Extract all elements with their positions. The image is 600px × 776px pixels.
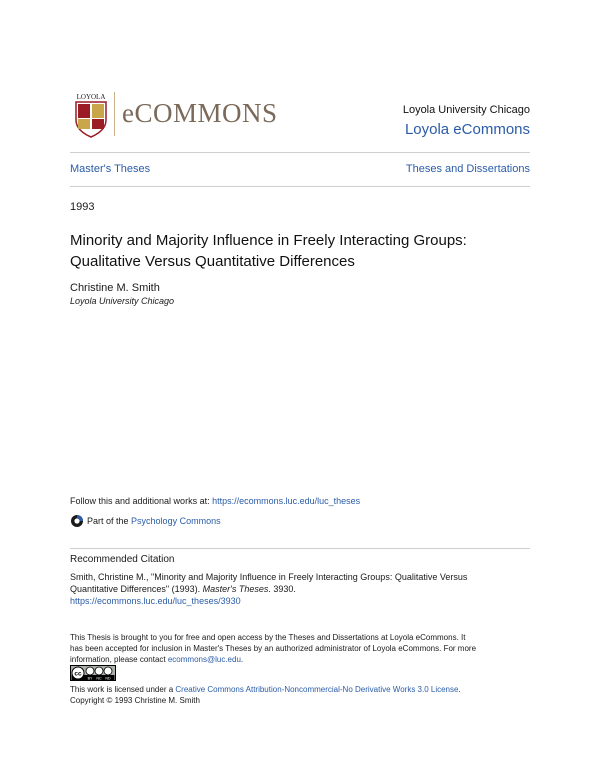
contact-email-link[interactable]: ecommons@luc.edu	[167, 655, 241, 664]
brand-wordmark[interactable]: eCOMMONS	[122, 98, 278, 128]
follow-line	[70, 496, 360, 506]
citation-line-2a: Quantitative Differences" (1993).	[70, 584, 203, 594]
license-suffix: .	[458, 685, 461, 694]
document-title	[70, 230, 540, 272]
citation-text	[70, 571, 530, 607]
cc-nd-label: ND	[105, 676, 111, 681]
follow-url-link[interactable]: https://ecommons.luc.edu/luc_theses	[212, 496, 361, 506]
loyola-crest-icon	[70, 92, 112, 138]
institution-name: Loyola University Chicago	[402, 104, 530, 116]
divider-bottom	[70, 186, 530, 187]
breadcrumb-theses-dissertations[interactable]: Theses and Dissertations	[405, 163, 530, 175]
cc-glyph: cc	[74, 670, 82, 678]
logo-wordmark: LOYOLA	[76, 93, 106, 101]
license-statement	[70, 684, 530, 706]
cc-by-label: BY	[87, 676, 93, 681]
access-line-1: This Thesis is brought to you for free and open access by the Theses and Dissertations at Loyola eCommons. It	[70, 633, 466, 642]
divider-top	[70, 152, 530, 153]
title-line-2: Qualitative Versus Quantitative Differences	[70, 253, 355, 270]
access-line-3b: .	[240, 655, 244, 664]
access-line-3	[70, 654, 530, 665]
citation-series: Master's Theses	[202, 584, 269, 594]
citation-url-link[interactable]: https://ecommons.luc.edu/luc_theses/3930	[70, 596, 241, 606]
license-prefix: This work is licensed under a	[70, 685, 176, 694]
breadcrumb-masters-theses[interactable]: Master's Theses	[70, 163, 151, 175]
author-name: Christine M. Smith	[70, 282, 160, 294]
citation-line-2b: . 3930.	[268, 584, 296, 594]
access-statement	[70, 632, 530, 665]
divider-citation	[70, 548, 530, 549]
repository-link[interactable]: Loyola eCommons	[404, 121, 530, 138]
author-affiliation: Loyola University Chicago	[70, 296, 175, 306]
cc-nc-label: NC	[96, 676, 102, 681]
access-line-3a: information, please contact	[70, 655, 168, 664]
logo-divider	[114, 92, 115, 136]
follow-label: Follow this and additional works at:	[70, 496, 213, 506]
license-link[interactable]: Creative Commons Attribution-Noncommercial-No Derivative Works 3.0 License	[175, 685, 459, 694]
partof-label: Part of the	[87, 516, 129, 526]
copyright-line: Copyright © 1993 Christine M. Smith	[70, 696, 200, 705]
part-of-line	[70, 514, 221, 528]
publication-year: 1993	[70, 201, 95, 213]
bepress-network-icon	[70, 514, 84, 528]
citation-line-1: Smith, Christine M., "Minority and Majority Influence in Freely Interacting Groups: Qualitative Versus	[70, 572, 468, 582]
citation-heading: Recommended Citation	[70, 554, 175, 565]
access-line-2: has been accepted for inclusion in Master's Theses by an authorized administrator of Loyola eCommons. For more	[70, 644, 477, 653]
license-line	[70, 684, 530, 695]
citation-line-2	[70, 583, 530, 595]
psychology-commons-link[interactable]: Psychology Commons	[131, 516, 221, 526]
creative-commons-badge-icon[interactable]	[70, 665, 116, 681]
title-line-1: Minority and Majority Influence in Freely Interacting Groups:	[70, 232, 467, 249]
